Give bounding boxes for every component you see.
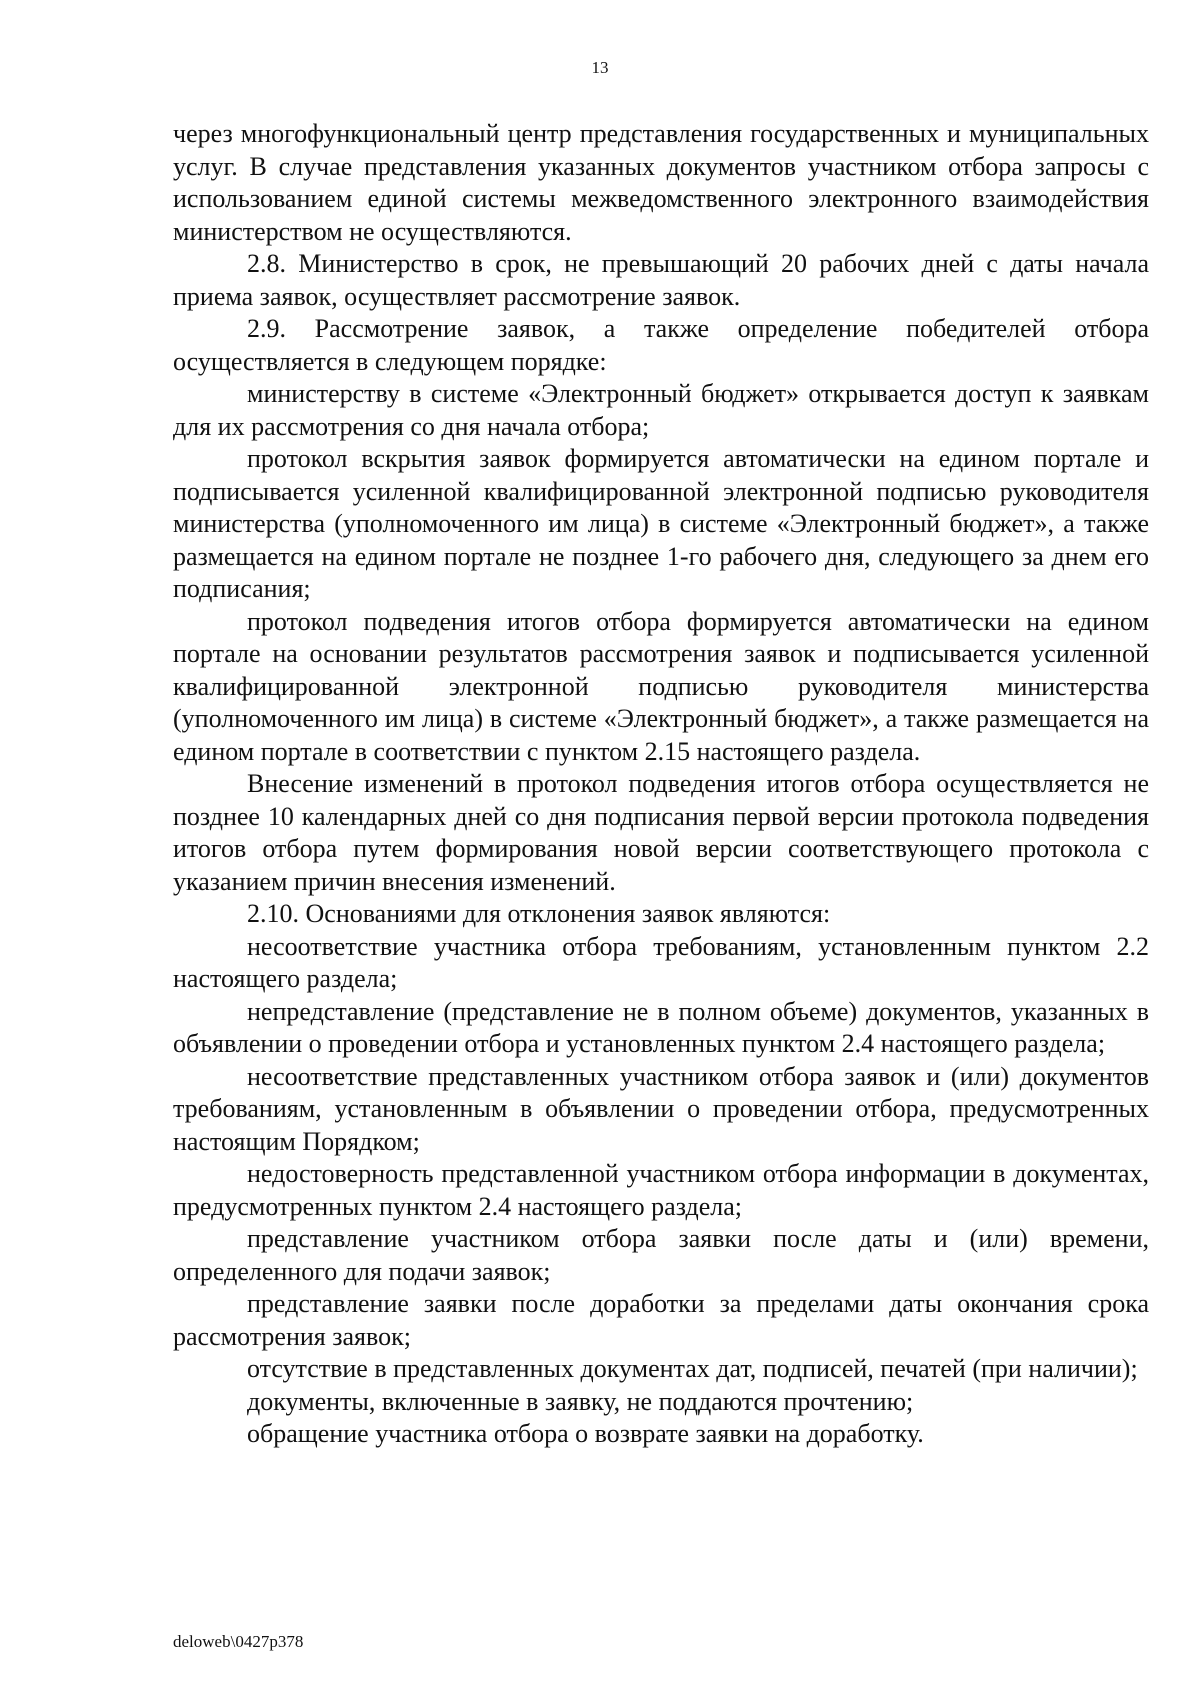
list-item-late-submission: представление участником отбора заявки после даты и (или) времени, определенного для подачи заявок;: [173, 1224, 1149, 1286]
paragraph-continuation: через многофункциональный центр представления государственных и муниципальных услуг. В случае представления указанных документов участником отбора запросы с использованием единой системы межведомственного электронного взаимодействия министерством не осуществляются.: [173, 119, 1149, 246]
list-item-documents-missing: непредставление (представление не в полном объеме) документов, указанных в объявлении о проведении отбора и установленных пунктом 2.4 настоящего раздела;: [173, 996, 1149, 1058]
paragraph-2-10: 2.10. Основаниями для отклонения заявок являются:: [247, 899, 831, 928]
list-item-unreadable: документы, включенные в заявку, не поддаются прочтению;: [247, 1386, 914, 1416]
paragraph-access: министерству в системе «Электронный бюджет» открывается доступ к заявкам для их рассмотрения со дня начала отбора;: [173, 379, 1149, 441]
footer-document-code: deloweb\0427p378: [173, 1632, 304, 1651]
list-item-false-information: недостоверность представленной участником отбора информации в документах, предусмотренных пунктом 2.4 настоящего раздела;: [173, 1159, 1149, 1221]
list-item-late-revision: представление заявки после доработки за пределами даты окончания срока рассмотрения заявок;: [173, 1289, 1149, 1351]
paragraph-opening-protocol: протокол вскрытия заявок формируется автоматически на едином портале и подписывается усиленной квалифицированной электронной подписью руководителя министерства (уполномоченного им лица) в системе «Электронный бюджет», а также размещается на едином портале не позднее 1-го рабочего дня, следующего за днем его подписания;: [173, 444, 1149, 603]
document-body: [173, 118, 1149, 1451]
list-item-requirements-mismatch: несоответствие участника отбора требованиям, установленным пунктом 2.2 настоящего раздела;: [173, 931, 1149, 993]
list-item-missing-signatures: отсутствие в представленных документах дат, подписей, печатей (при наличии);: [247, 1354, 1138, 1383]
paragraph-2-9: 2.9. Рассмотрение заявок, а также определение победителей отбора осуществляется в следующем порядке:: [173, 314, 1149, 376]
paragraph-results-protocol: протокол подведения итогов отбора формируется автоматически на едином портале на основании результатов рассмотрения заявок и подписывается усиленной квалифицированной электронной подписью руководителя министерства (уполномоченного им лица) в системе «Электронный бюджет», а также размещается на едином портале в соответствии с пунктом 2.15 настоящего раздела.: [173, 606, 1149, 766]
list-item-return-request: обращение участника отбора о возврате заявки на доработку.: [247, 1419, 924, 1448]
page-number: 13: [591, 58, 609, 77]
list-item-documents-mismatch: несоответствие представленных участником отбора заявок и (или) документов требованиям, установленным в объявлении о проведении отбора, предусмотренных настоящим Порядком;: [173, 1061, 1149, 1156]
paragraph-protocol-changes: Внесение изменений в протокол подведения итогов отбора осуществляется не позднее 10 календарных дней со дня подписания первой версии протокола подведения итогов отбора путем формирования новой версии соответствующего протокола с указанием причин внесения изменений.: [173, 769, 1149, 896]
paragraph-2-8: 2.8. Министерство в срок, не превышающий 20 рабочих дней с даты начала приема заявок, осуществляет рассмотрение заявок.: [173, 249, 1149, 311]
